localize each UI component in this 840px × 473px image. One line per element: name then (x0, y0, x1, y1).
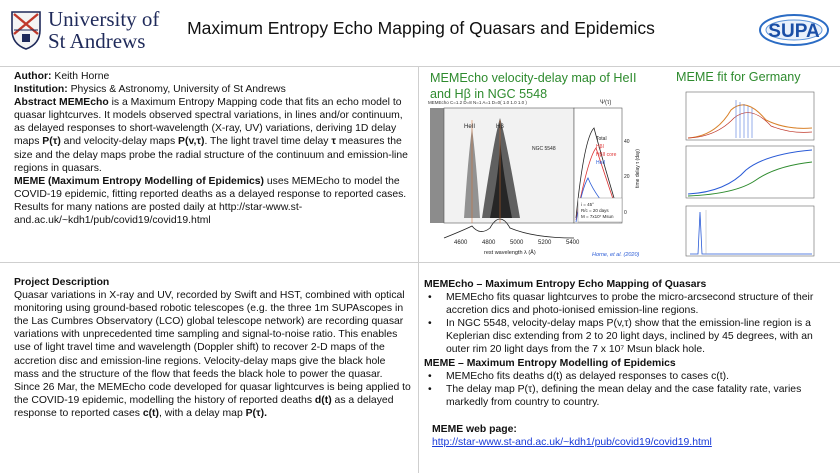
abstract-tau: τ (331, 136, 336, 148)
memecho-bullet-1: MEMEcho fits quasar lightcurves to probe the micro-arcsecond structure of their accretion dics and photo-ionised emission-line regions. (446, 292, 814, 317)
x-tick-4800: 4800 (482, 240, 496, 246)
university-line-2: St Andrews (48, 29, 146, 53)
param-incl: i = 45° (581, 202, 594, 207)
param-mass: M = 7x10⁷ Msun (581, 214, 614, 219)
legend-hbeta-core: HβII core (596, 152, 617, 158)
abstract-panel (14, 70, 410, 227)
memecho-bullets (424, 291, 834, 356)
abstract-text-3: . The light travel time delay (204, 136, 332, 148)
project-text-3: as a delayed response to reported cases (14, 394, 394, 419)
results-panel (424, 278, 834, 449)
project-p-tau: P(τ). (245, 407, 267, 419)
divider-top (0, 66, 840, 67)
meme-text: uses MEMEcho to model the COVID-19 epidemic, fitting reported deaths as a delayed response to reported cases. Results for many nations are posted daily at http://star-www.st-and.ac.uk/~kdh1/pub/covid19/covid19.html (14, 175, 407, 227)
bullet-icon: • (428, 292, 432, 304)
memecho-heading: MEMEcho – Maximum Entropy Echo Mapping of Quasars (424, 279, 707, 290)
web-page-link[interactable]: http://star-www.st-and.ac.uk/~kdh1/pub/covid19/covid19.html (432, 437, 712, 449)
germany-panel-cases (686, 92, 814, 140)
x-tick-4600: 4600 (454, 240, 468, 246)
meme-germany-figure-title: MEME fit for Germany (676, 70, 801, 84)
abstract-text-1: is a Maximum Entropy Mapping code that fits an echo model to quasar lightcurves. It models observed spectral variations, in lines and/or continuum, as delayed responses to short-wavelength (X-ray, UV) variations, deriving 1D delay maps (14, 97, 403, 148)
heii-label: HeII (464, 124, 476, 130)
abstract-label: Abstract (14, 97, 57, 109)
institution-label: Institution: (14, 84, 68, 96)
supa-logo-text: SUPA (768, 21, 820, 42)
abstract-p-v-tau: P(v,τ) (178, 136, 205, 148)
project-heading: Project Description (14, 277, 110, 288)
st-andrews-logo (6, 4, 166, 60)
y-tick-0: 0 (624, 210, 627, 216)
x-axis-label: rest wavelength λ (Å) (484, 250, 536, 256)
project-text-2: Since 26 Mar, the MEMEcho code developed for quasar lightcurves is being applied to the COVID-19 epidemic, modelling the history of reported deaths (14, 381, 411, 406)
velocity-delay-map-figure (424, 98, 669, 260)
y-tick-40: 40 (624, 139, 630, 145)
abstract-text-2: and velocity-delay maps (60, 136, 179, 148)
project-paragraph-1: Quasar variations in X-ray and UV, recorded by Swift and HST, combined with optical monitoring using ground-based robotic telescopes (e.g. the three 1m SUPAscopes in the Las Cumbres Observatory (LCO) global telescope network) are recording quasar variations with unprecedented time sampling and signal-to-noise ratio. This enables use of light travel time and wavelength (Doppler shift) to recover 2-D maps of the accretion disc and emission-line regions. Velocity-delay maps give the black hole mass and the structure of the flow that feeds the black hole to power the quasar. (14, 290, 405, 380)
list-item (424, 291, 834, 317)
abstract-text (14, 96, 410, 175)
delaymap-header-text: MEMEcho C=1.2 D=8 N=1 A=1 D=0( 1.0 1.0 1.0 ) (428, 100, 527, 105)
psi-label: Ψ(τ) (600, 100, 612, 106)
author-line (14, 70, 410, 83)
bullet-icon: • (428, 383, 432, 395)
abstract-memecho: MEMEcho (59, 97, 109, 109)
germany-panel-delay (686, 206, 814, 256)
x-tick-5000: 5000 (510, 240, 524, 246)
y-axis-label: time delay τ (day) (635, 149, 641, 188)
delaymap-left-strip (430, 108, 444, 223)
abstract-p-tau: P(τ) (42, 136, 61, 148)
list-item (424, 370, 834, 383)
memecho-bullet-2: In NGC 5548, velocity-delay maps P(v,τ) show that the emission-line region is a Keplerian disc extending from 2 to 20 light days, inclined by 45 degrees, with an outer rim 20 light days from the 7 x 10⁷ Msun black hole. (446, 318, 813, 356)
germany-fit-figure (676, 90, 826, 258)
author-label: Author: (14, 71, 52, 82)
divider-middle (0, 262, 840, 263)
university-name (48, 8, 159, 52)
legend-heii: HeII (596, 160, 606, 166)
project-c-t: c(t) (142, 407, 159, 419)
crest-icon (10, 10, 42, 50)
poster-header (0, 0, 840, 66)
param-radius: R/c = 20 days (581, 208, 609, 213)
web-page-heading: MEME web page: (432, 423, 517, 435)
list-item (424, 317, 834, 356)
project-text-4: , with a delay map (158, 407, 246, 419)
x-tick-5200: 5200 (538, 240, 552, 246)
project-d-t: d(t) (314, 394, 332, 406)
university-line-1: University of (48, 7, 160, 31)
meme-bullet-1: MEMEcho fits deaths d(t) as delayed responses to cases c(t). (446, 370, 729, 382)
project-description-panel (14, 276, 412, 420)
x-tick-5400: 5400 (566, 240, 580, 246)
germany-panel-cumulative (686, 146, 814, 198)
institution-name: Physics & Astronomy, University of St Andrews (70, 84, 286, 96)
meme-label: MEME (Maximum Entropy Modelling of Epidemics) (14, 175, 264, 187)
figure-credit: Horne, et al. (2020) (592, 252, 640, 258)
memecho-figure-title: MEMEcho velocity-delay map of HeII and Hβ in NGC 5548 (430, 71, 637, 101)
abstract-text-4: measures the size and the delay maps probe the radial structure of the continuum and emission-line regions in quasars. (14, 136, 408, 174)
legend-total: Total (596, 136, 607, 142)
meme-bullets (424, 370, 834, 409)
supa-logo (750, 10, 830, 50)
poster-title: Maximum Entropy Echo Mapping of Quasars and Epidemics (187, 18, 655, 38)
meme-paragraph (14, 175, 410, 227)
bullet-icon: • (428, 318, 432, 330)
author-name: Keith Horne (54, 71, 110, 82)
institution-line (14, 83, 410, 96)
hbeta-label: Hβ (496, 124, 504, 130)
meme-bullet-2: The delay map P(τ), defining the mean delay and the case fatality rate, varies markedly from country to country. (446, 383, 802, 408)
bullet-icon: • (428, 370, 432, 382)
legend-hbeta: HβI (596, 144, 604, 150)
y-tick-20: 20 (624, 174, 630, 180)
project-paragraph-2 (14, 381, 412, 420)
list-item (424, 383, 834, 409)
ngc-label: NGC 5548 (532, 146, 556, 152)
meme-heading: MEME – Maximum Entropy Modelling of Epidemics (424, 357, 676, 369)
divider-vertical (418, 66, 419, 473)
